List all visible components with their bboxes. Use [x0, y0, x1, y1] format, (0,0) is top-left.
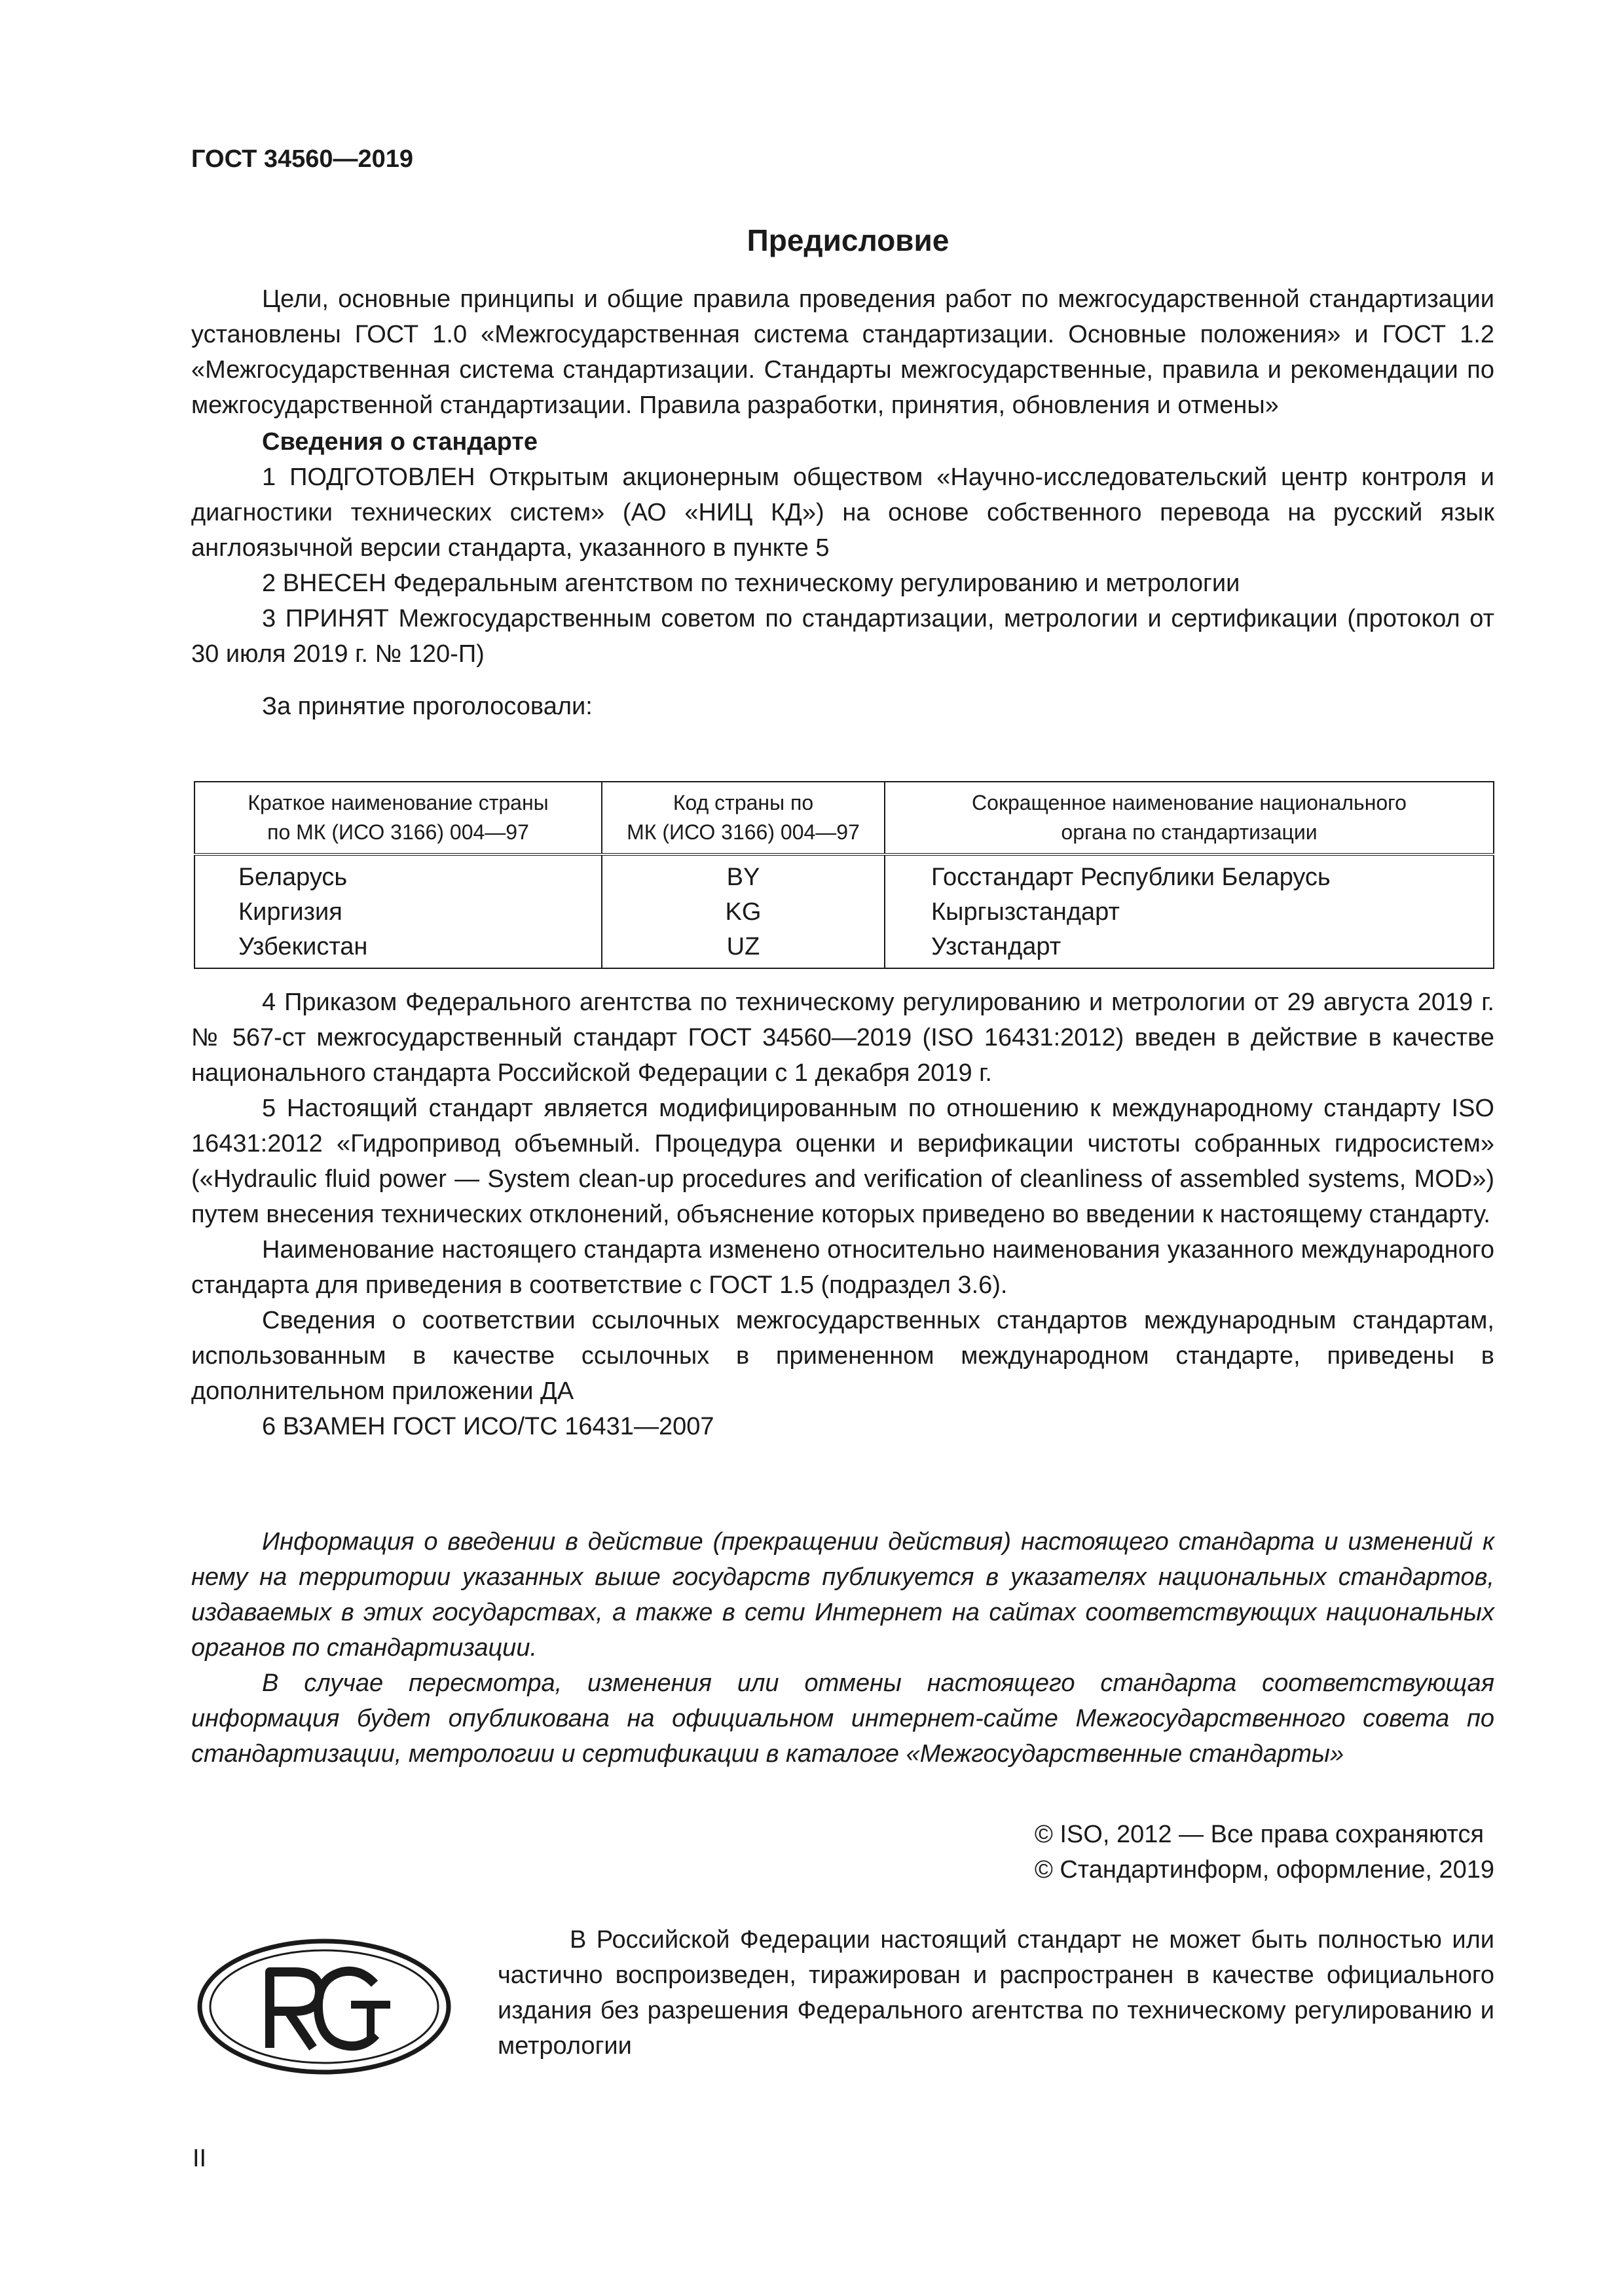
intro-paragraph: Цели, основные принципы и общие правила проведения работ по межгосударственной стандартизации установлены ГОСТ 1.0 «Межгосударственная система стандартизации. Основные положения» и ГОСТ 1.2 «Межгосударственная система стандартизации. Стандарты межгосударственные, правила и рекомендации по межгосударственной стандартизации. Правила разработки, принятия, обновления и отмены» — [191, 285, 1494, 419]
table-cell: Госстандарт Республики Беларусь — [885, 854, 1494, 898]
table-row — [194, 854, 1494, 898]
table-cell: KG — [602, 898, 885, 933]
table-cell: Кыргызстандарт — [885, 898, 1494, 933]
rst-logo-icon — [196, 1938, 452, 2075]
table-header-agency: Сокращенное наименование национального органа по стандартизации — [885, 782, 1494, 854]
item-5-refs-note: Сведения о соответствии ссылочных межгосударственных стандартов международным стандартам, использованным в качестве ссылочных в примененном международном стандарте, приведены в дополнительном приложении ДА — [191, 1307, 1494, 1405]
copyright-iso: © ISO, 2012 — Все права сохраняются — [1034, 1821, 1485, 1848]
table-cell: UZ — [602, 933, 885, 968]
page-title: Предисловие — [747, 223, 950, 257]
notice-paragraph-1: Информация о введении в действие (прекращении действия) настоящего стандарта и изменений к нему на территории указанных выше государств публикуется в указателях национальных стандартов, издаваемых в этих государствах, а также в сети Интернет на сайтах соответствующих национальных органов по стандартизации. — [191, 1528, 1494, 1662]
notice-block — [191, 1524, 1494, 1772]
item-5-name-note: Наименование настоящего стандарта изменено относительно наименования указанного международного стандарта для приведения в соответствие с ГОСТ 1.5 (подраздел 3.6). — [191, 1236, 1494, 1299]
item-3: 3 ПРИНЯТ Межгосударственным советом по стандартизации, метрологии и сертификации (протокол от 30 июля 2019 г. № 120-П) — [191, 605, 1494, 668]
rights-notice: В Российской Федерации настоящий стандарт не может быть полностью или частично воспроизведен, тиражирован и распространен в качестве официального издания без разрешения Федерального агентства по техническому регулированию и метрологии — [498, 1926, 1494, 2060]
table-header-code: Код страны по МК (ИСО 3166) 004—97 — [602, 782, 885, 854]
table-row — [194, 933, 1494, 968]
item-5: 5 Настоящий стандарт является модифицированным по отношению к международному стандарту ISO 16431:2012 «Гидропривод объемный. Процедура оценки и верификации чистоты собранных гидросистем» («Hydraulic fluid power — System clean-up procedures and verification of cleanliness of assembled systems, MOD») путем внесения технических отклонений, объяснение которых приведено во введении к настоящему стандарту. — [191, 1095, 1494, 1228]
table-cell: Узстандарт — [885, 933, 1494, 968]
copyright-publisher: © Стандартинформ, оформление, 2019 — [1034, 1856, 1494, 1884]
table-cell: Узбекистан — [194, 933, 602, 968]
item-4: 4 Приказом Федерального агентства по техническому регулированию и метрологии от 29 августа 2019 г. № 567-ст межгосударственный стандарт ГОСТ 34560—2019 (ISO 16431:2012) введен в действие в качестве национального стандарта Российской Федерации с 1 декабря 2019 г. — [191, 989, 1494, 1087]
table-cell: Беларусь — [194, 854, 602, 898]
intro-block — [191, 282, 1494, 724]
info-heading: Сведения о стандарте — [262, 428, 538, 456]
voted-label: За принятие проголосовали: — [262, 693, 593, 720]
item-6: 6 ВЗАМЕН ГОСТ ИСО/ТС 16431—2007 — [262, 1413, 714, 1440]
table-row — [194, 898, 1494, 933]
item-1: 1 ПОДГОТОВЛЕН Открытым акционерным обществом «Научно-исследовательский центр контроля и диагностики технических систем» (АО «НИЦ КД») на основе собственного перевода на русский язык англоязычной версии стандарта, указанного в пункте 5 — [191, 464, 1494, 562]
copyright-block — [1035, 1817, 1494, 1887]
voting-table — [194, 781, 1494, 969]
notice-paragraph-2: В случае пересмотра, изменения или отмены настоящего стандарта соответствующая информация будет опубликована на официальном интернет-сайте Межгосударственного совета по стандартизации, метрологии и сертификации в каталоге «Межгосударственные стандарты» — [191, 1669, 1494, 1768]
page-number: II — [193, 2145, 207, 2172]
table-cell: BY — [602, 854, 885, 898]
table-header-country: Краткое наименование страны по МК (ИСО 3166) 004—97 — [194, 782, 602, 854]
table-cell: Киргизия — [194, 898, 602, 933]
item-2: 2 ВНЕСЕН Федеральным агентством по техническому регулированию и метрологии — [262, 570, 1240, 597]
document-code: ГОСТ 34560—2019 — [191, 145, 414, 173]
items-block — [191, 985, 1494, 1444]
